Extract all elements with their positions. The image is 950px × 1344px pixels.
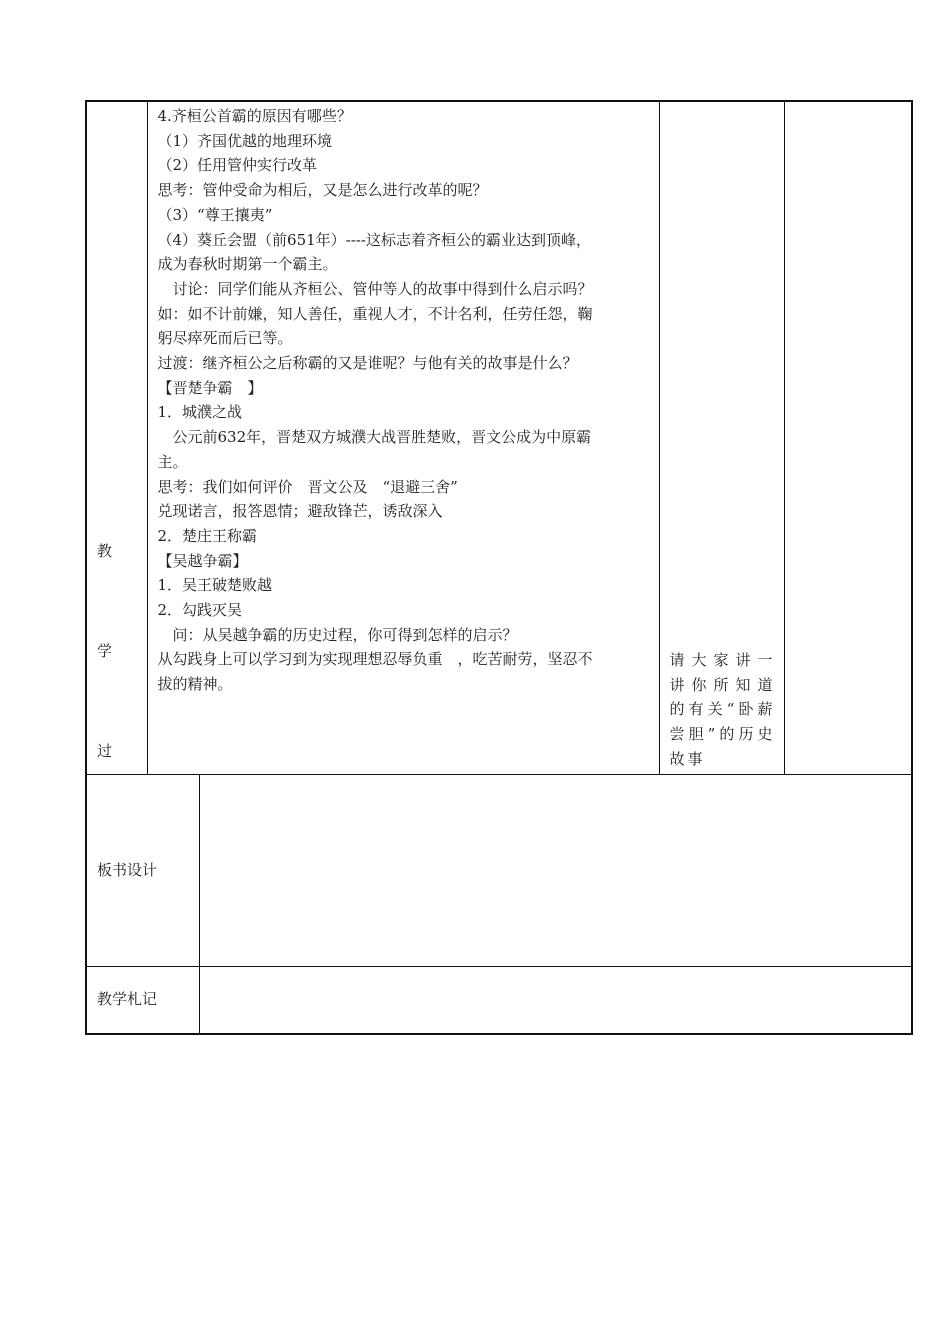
board-design-label-cell: [86, 774, 199, 966]
content-line: 主。: [157, 452, 188, 471]
content-line: 公元前632年，晋楚双方城濮大战晋胜楚败，晋文公成为中原霸: [157, 428, 592, 447]
teaching-process-label-cell: [86, 101, 147, 774]
activity-note-cell: [659, 101, 784, 774]
section-heading: 【吴越争霸】: [157, 551, 248, 570]
side-char-3: 过: [97, 742, 113, 760]
side-char-2: 学: [97, 642, 113, 660]
content-line: 过渡：继齐桓公之后称霸的又是谁呢？与他有关的故事是什么？: [157, 354, 578, 373]
content-line: 4.齐桓公首霸的原因有哪些？: [157, 107, 352, 125]
content-line: 成为春秋时期第一个霸主。: [157, 255, 338, 274]
lesson-plan-document: [85, 100, 911, 1035]
content-line: 1．吴王破楚败越: [157, 576, 273, 595]
content-line: 思考：管仲受命为相后，又是怎么进行改革的呢？: [157, 181, 488, 200]
content-line: 问：从吴越争霸的历史过程，你可得到怎样的启示？: [157, 625, 518, 644]
blank-column-cell: [784, 101, 912, 774]
content-line: 2．勾践灭吴: [157, 601, 243, 620]
content-line: 如：如不计前嫌，知人善任，重视人才，不计名利，任劳任怨，鞠: [157, 304, 593, 323]
content-line: （2）任用管仲实行改革: [157, 156, 318, 175]
board-design-content-cell: [199, 774, 912, 966]
content-line: 讨论：同学们能从齐桓公、管仲等人的故事中得到什么启示吗？: [157, 279, 593, 298]
section-heading: 【晋楚争霸 】: [157, 378, 263, 397]
teaching-notes-label: 教学札记: [97, 990, 158, 1009]
content-line: 拔的精神。: [157, 675, 233, 694]
board-design-label: 板书设计: [97, 860, 158, 879]
activity-note: 请大家讲一讲你所知道的有关“卧薪尝胆”的历史故事: [669, 650, 776, 768]
side-char-1: 教: [97, 542, 113, 560]
teaching-notes-content-cell: [199, 966, 912, 1034]
content-line: （1）齐国优越的地理环境: [157, 131, 333, 150]
content-line: 躬尽瘁死而后已等。: [157, 329, 293, 348]
content-line: 兑现诺言，报答恩情；避敌锋芒，诱敌深入: [157, 502, 443, 521]
content-line: 1．城濮之战: [157, 403, 243, 422]
content-line: （4）葵丘会盟（前651年）----这标志着齐桓公的霸业达到顶峰，: [157, 230, 591, 249]
teaching-notes-label-cell: [86, 966, 199, 1034]
content-line: 2．楚庄王称霸: [157, 526, 258, 545]
lesson-table: [85, 100, 913, 1035]
teaching-process-content-cell: [147, 101, 659, 774]
content-line: 思考：我们如何评价 晋文公及 “退避三舍”: [157, 477, 458, 496]
content-line: 从勾践身上可以学习到为实现理想忍辱负重 ，吃苦耐劳，坚忍不: [157, 650, 593, 669]
content-line: （3）“尊王攘夷”: [157, 205, 273, 224]
